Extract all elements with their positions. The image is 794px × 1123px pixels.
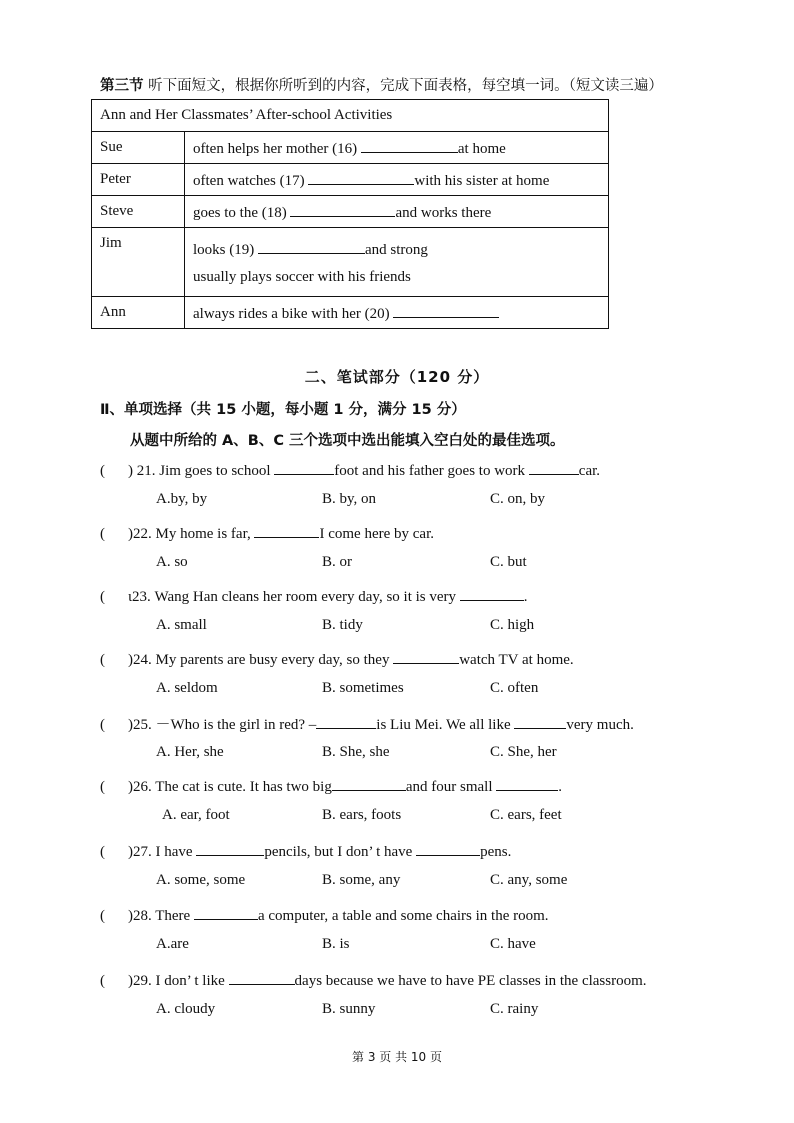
section-ii-desc: 从题中所给的 A、B、C 三个选项中选出能填入空白处的最佳选项。: [130, 433, 565, 449]
question-blank[interactable]: [274, 460, 334, 475]
answer-blank-16[interactable]: [361, 138, 458, 153]
question-blank[interactable]: [393, 649, 459, 664]
option-c[interactable]: C. any, some: [490, 872, 568, 888]
option-a[interactable]: A.by, by: [156, 491, 208, 507]
table-row: [92, 132, 609, 164]
question-blank[interactable]: [514, 714, 566, 729]
option-b[interactable]: B. tidy: [322, 617, 363, 633]
question-blank[interactable]: [196, 841, 264, 856]
option-a[interactable]: A. cloudy: [156, 1001, 216, 1017]
option-c[interactable]: C. but: [490, 554, 527, 570]
table-row: [92, 228, 609, 297]
option-a[interactable]: A. so: [156, 554, 188, 570]
option-a[interactable]: A. Her, she: [156, 744, 224, 760]
question-blank[interactable]: [194, 905, 258, 920]
table-title-row: [92, 100, 609, 132]
option-c[interactable]: C. on, by: [490, 491, 546, 507]
row-activity: goes to the (18) and works there: [185, 196, 609, 228]
answer-paren[interactable]: (: [100, 589, 105, 605]
question-blank[interactable]: [460, 586, 524, 601]
question-26: ( )26. The cat is cute. It has two big and four small . A. ear, foot B. ears, foots C. ears, feet: [100, 776, 720, 827]
option-c[interactable]: C. have: [490, 936, 536, 952]
answer-paren[interactable]: (: [100, 973, 105, 989]
option-b[interactable]: B. sometimes: [322, 680, 404, 696]
row-activity: often watches (17) with his sister at home: [185, 164, 609, 196]
question-blank[interactable]: [416, 841, 480, 856]
option-b[interactable]: B. is: [322, 936, 350, 952]
row-name: Jim: [92, 228, 185, 297]
question-number: ι23.: [128, 589, 151, 605]
question-blank[interactable]: [332, 776, 406, 791]
question-number: )25.: [128, 717, 152, 733]
question-number: )29.: [128, 973, 152, 989]
option-b[interactable]: B. by, on: [322, 491, 377, 507]
section3-label: 第三节: [100, 78, 144, 94]
question-number: )22.: [128, 526, 152, 542]
row-name: Steve: [92, 196, 185, 228]
option-b[interactable]: B. sunny: [322, 1001, 376, 1017]
question-number: )24.: [128, 652, 152, 668]
row-name: Sue: [92, 132, 185, 164]
option-a[interactable]: A. small: [156, 617, 207, 633]
page-footer: 第 3 页 共 10 页: [352, 1050, 442, 1064]
answer-paren[interactable]: (: [100, 779, 105, 795]
option-c[interactable]: C. high: [490, 617, 535, 633]
row-name: Ann: [92, 297, 185, 329]
question-27: ( )27. I have pencils, but I don’ t have pens. A. some, some B. some, any C. any, some: [100, 841, 720, 892]
option-b[interactable]: B. ears, foots: [322, 807, 402, 823]
question-22: ( )22. My home is far, I come here by car. A. so B. or C. but: [100, 523, 720, 574]
question-29: ( )29. I don’ t like days because we have to have PE classes in the classroom. A. cloudy B. sunny C. rainy: [100, 970, 720, 1021]
answer-paren[interactable]: (: [100, 844, 105, 860]
question-blank[interactable]: [529, 460, 579, 475]
part2-title: 二、笔试部分（120 分）: [304, 368, 490, 386]
section3-instruction: 听下面短文，根据你所听到的内容，完成下面表格，每空填一词。（短文读三遍）: [148, 78, 663, 94]
section-ii-title: Ⅱ、单项选择（共 15 小题，每小题 1 分，满分 15 分）: [100, 402, 466, 418]
option-c[interactable]: C. rainy: [490, 1001, 539, 1017]
option-b[interactable]: B. some, any: [322, 872, 401, 888]
question-24: ( )24. My parents are busy every day, so they watch TV at home. A. seldom B. sometimes C. often: [100, 649, 720, 700]
listening-table: [91, 99, 609, 329]
table-title: Ann and Her Classmates’ After-school Activities: [92, 100, 609, 132]
question-21: ( ) 21. Jim goes to school foot and his father goes to work car. A.by, by B. by, on C. on, by: [100, 460, 720, 511]
answer-blank-19[interactable]: [258, 239, 365, 254]
option-b[interactable]: B. or: [322, 554, 352, 570]
option-a[interactable]: A.are: [156, 936, 189, 952]
section3-heading: [100, 74, 740, 95]
option-b[interactable]: B. She, she: [322, 744, 390, 760]
row-activity: always rides a bike with her (20): [185, 297, 609, 329]
question-number: )26.: [128, 779, 152, 795]
answer-paren[interactable]: (: [100, 463, 105, 479]
question-number: )27.: [128, 844, 152, 860]
answer-paren[interactable]: (: [100, 717, 105, 733]
table-row: [92, 297, 609, 329]
answer-paren[interactable]: (: [100, 526, 105, 542]
option-a[interactable]: A. ear, foot: [162, 807, 230, 823]
table-row: [92, 196, 609, 228]
row-activity: looks (19) and strong usually plays soccer with his friends: [185, 228, 609, 297]
question-number: ) 21.: [128, 463, 156, 479]
question-23: ( ι23. Wang Han cleans her room every day, so it is very . A. small B. tidy C. high: [100, 586, 720, 637]
option-a[interactable]: A. seldom: [156, 680, 218, 696]
question-blank[interactable]: [316, 714, 376, 729]
answer-paren[interactable]: (: [100, 908, 105, 924]
option-c[interactable]: C. She, her: [490, 744, 557, 760]
row-activity: often helps her mother (16) at home: [185, 132, 609, 164]
answer-paren[interactable]: (: [100, 652, 105, 668]
question-blank[interactable]: [496, 776, 558, 791]
question-25: ( )25. －Who is the girl in red? – is Liu Mei. We all like very much. A. Her, she B. She, she C. She, her: [100, 713, 720, 764]
question-number: )28.: [128, 908, 152, 924]
table-row: [92, 164, 609, 196]
question-28: ( )28. There a computer, a table and some chairs in the room. A.are B. is C. have: [100, 905, 720, 956]
option-c[interactable]: C. often: [490, 680, 539, 696]
row-activity-line2: usually plays soccer with his friends: [193, 268, 411, 285]
answer-blank-20[interactable]: [393, 303, 499, 318]
row-name: Peter: [92, 164, 185, 196]
option-a[interactable]: A. some, some: [156, 872, 246, 888]
answer-blank-18[interactable]: [290, 202, 395, 217]
question-blank[interactable]: [254, 523, 319, 538]
answer-blank-17[interactable]: [308, 170, 414, 185]
option-c[interactable]: C. ears, feet: [490, 807, 562, 823]
question-blank[interactable]: [229, 970, 295, 985]
